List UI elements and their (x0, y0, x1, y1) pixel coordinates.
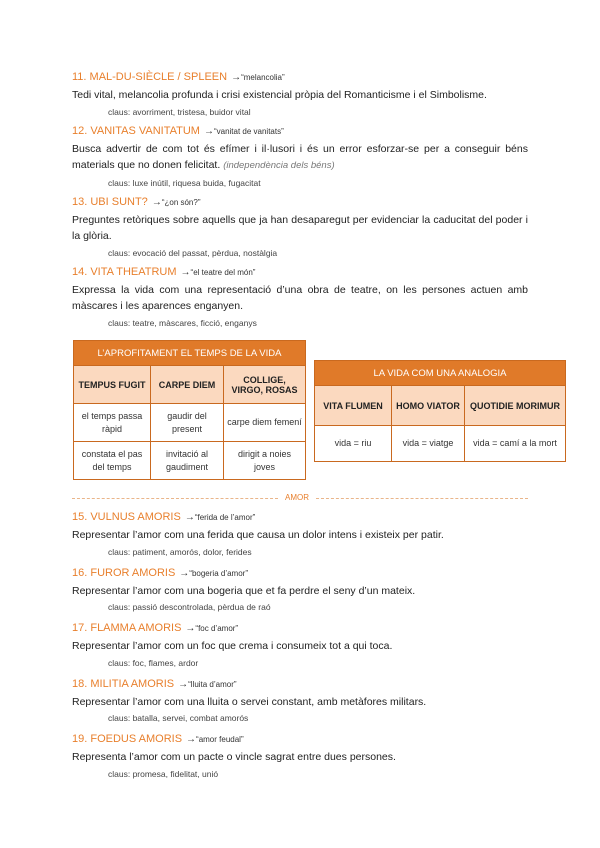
topic-17-heading (72, 621, 528, 636)
arrow-icon: → (231, 72, 242, 83)
topic-14-keys: claus: teatre, màscares, ficció, enganys (108, 317, 257, 328)
topic-17-title: 17. FLAMMA AMORIS (72, 622, 182, 634)
table2-cell: vida = riu (315, 426, 392, 462)
topic-14-heading (72, 265, 528, 280)
topic-13-translation: “¿on són?” (161, 197, 201, 207)
topic-12-description (72, 141, 528, 175)
topic-16-title: 16. FUROR AMORIS (72, 566, 176, 579)
topic-16-keys: claus: passió descontrolada, pèrdua de raó (108, 602, 271, 612)
table2-title: LA VIDA COM UNA ANALOGIA (315, 361, 566, 386)
table1-title: L’APROFITAMENT EL TEMPS DE LA VIDA (74, 341, 306, 366)
topic-14-translation: “el teatre del món” (190, 267, 256, 277)
topic-12-heading (72, 124, 528, 139)
topic-11-title: 11. MAL-DU-SIÈCLE / SPLEEN (72, 71, 228, 83)
topic-18-keys: claus: batalla, servei, combat amorós (108, 713, 249, 723)
table2-header: QUOTIDIE MORIMUR (465, 386, 566, 426)
table2-cell: vida = camí a la mort (465, 426, 566, 462)
arrow-icon: → (184, 512, 195, 523)
table2-header: VITA FLUMEN (315, 386, 392, 426)
divider-label: AMOR (285, 493, 309, 502)
topic-18-translation: “lluita d’amor” (188, 679, 237, 689)
arrow-icon: → (151, 196, 162, 208)
topic-15-translation: “ferida de l’amor” (194, 513, 256, 522)
table1-cell: gaudir del present (151, 404, 224, 442)
topic-16-description: Representar l’amor com una bogeria que et fa perdre el seny d’un mateix. (72, 584, 416, 597)
divider-line (72, 498, 278, 499)
table1-header: CARPE DIEM (151, 366, 224, 404)
table2-cell: vida = viatge (392, 426, 465, 462)
topic-16-translation: “bogeria d’amor” (189, 568, 248, 578)
topic-17 (72, 621, 528, 670)
topic-11 (72, 70, 528, 119)
arrow-icon: → (203, 125, 214, 137)
topic-17-keys: claus: foc, flames, ardor (108, 657, 199, 668)
arrow-icon: → (180, 266, 191, 278)
arrow-icon: → (178, 678, 189, 690)
topic-18-description: Representar l’amor com una lluita o servei constant, amb metàfores militars. (72, 695, 427, 708)
topic-18-heading (72, 677, 528, 692)
arrow-icon: → (186, 734, 197, 745)
arrow-icon: → (179, 567, 190, 579)
topic-13 (72, 195, 528, 260)
topics-top-section (72, 70, 528, 330)
topic-19-title: 19. FOEDUS AMORIS (72, 733, 183, 745)
table1-cell: constata el pas del temps (74, 442, 151, 480)
topic-19 (72, 732, 528, 781)
topic-13-keys: claus: evocació del passat, pèrdua, nostàlgia (108, 247, 278, 258)
topic-15 (72, 510, 528, 559)
topic-16 (72, 566, 528, 615)
table1-header: TEMPUS FUGIT (74, 366, 151, 404)
topic-13-heading (72, 195, 528, 210)
topics-bottom-section (72, 510, 528, 781)
topic-17-description: Representar l’amor com un foc que crema i consumeix tot a qui toca. (72, 640, 393, 652)
topic-19-description: Representa l’amor com un pacte o vincle sagrat entre dues persones. (72, 751, 396, 763)
topic-11-description: Tedi vital, melancolia profunda i crisi existencial pròpia del Romanticisme i el Simbolisme. (72, 89, 487, 101)
topic-19-translation: “amor feudal” (196, 735, 244, 744)
topic-18 (72, 677, 528, 726)
topic-12-note: (independència dels béns) (223, 160, 335, 171)
topic-15-keys: claus: patiment, amorós, dolor, ferides (108, 546, 252, 557)
table1-cell: el temps passa ràpid (74, 404, 151, 442)
topic-11-translation: “melancolia” (241, 73, 285, 82)
divider-line (316, 498, 528, 499)
section-divider-amor (72, 492, 528, 504)
topic-14 (72, 265, 528, 330)
table-vida-analogia (314, 360, 566, 462)
topic-11-heading (72, 70, 528, 85)
topic-12-description-text: Busca advertir de com tot és efímer i il·lusori i és un error esforzar-se per a conseguir béns materials que no donen felicitat. (72, 142, 528, 171)
topic-12 (72, 124, 528, 190)
arrow-icon: → (185, 623, 196, 634)
topic-19-heading (72, 732, 528, 747)
topic-13-description: Preguntes retòriques sobre aquells que ja han desaparegut per evidenciar la caducitat del poder i la glòria. (72, 213, 528, 242)
table2-header: HOMO VIATOR (392, 386, 465, 426)
topic-13-title: 13. UBI SUNT? (72, 195, 148, 208)
table1-cell: dirigit a noies joves (224, 442, 306, 480)
topic-12-title: 12. VANITAS VANITATUM (72, 124, 200, 137)
topic-15-description: Representar l’amor com una ferida que causa un dolor intens i existeix per patir. (72, 529, 444, 541)
topic-12-keys: claus: luxe inútil, riquesa buida, fugacitat (108, 177, 261, 188)
table1-cell: carpe diem femení (224, 404, 306, 442)
topic-15-heading (72, 510, 528, 525)
topic-16-heading (72, 566, 528, 581)
topic-19-keys: claus: promesa, fidelitat, unió (108, 768, 219, 779)
topic-17-translation: “foc d’amor” (195, 624, 239, 633)
table-aprofitament-temps (73, 340, 306, 480)
topic-14-description: Expressa la vida com una representació d’una obra de teatre, on les persones actuen amb màscares i les aparences enganyen. (72, 283, 528, 312)
topic-14-title: 14. VITA THEATRUM (72, 265, 177, 278)
table1-header: COLLIGE, VIRGO, ROSAS (224, 366, 306, 404)
topic-11-keys: claus: avorriment, tristesa, buidor vital (108, 106, 251, 117)
topic-15-title: 15. VULNUS AMORIS (72, 511, 181, 523)
topic-12-translation: “vanitat de vanitats” (213, 126, 284, 136)
table1-cell: invitació al gaudiment (151, 442, 224, 480)
topic-18-title: 18. MILITIA AMORIS (72, 677, 175, 690)
